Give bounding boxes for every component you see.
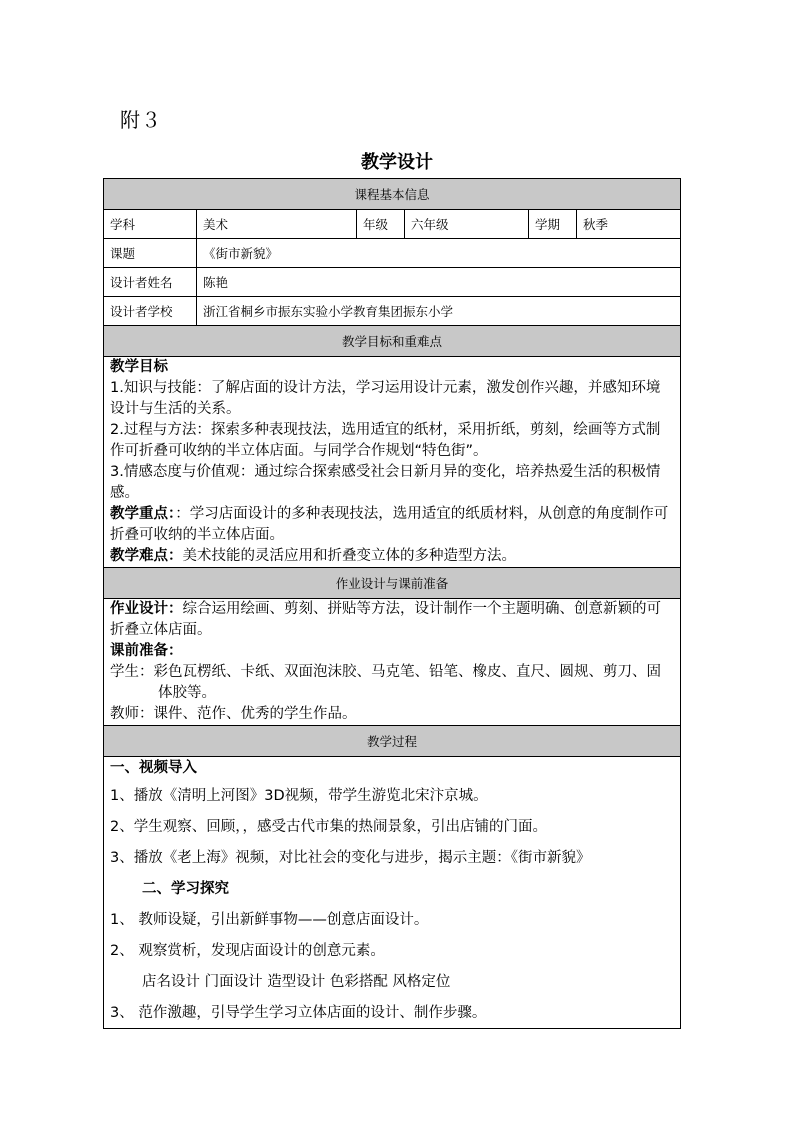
designer-value: 陈艳 [197,268,681,297]
process-item: 3、 范作激趣，引导学生学习立体店面的设计、制作步骤。 [110,1005,487,1021]
section-header-process [104,726,681,757]
process-item: 1、播放《清明上河图》3D视频，带学生游览北宋汴京城。 [110,788,488,804]
homework-design [110,599,674,641]
difficulties-label: 教学难点： [110,548,183,564]
subject-label: 学科 [104,210,197,239]
section-title: 课程基本信息 [104,179,681,210]
lesson-plan-table [103,178,681,1029]
goal-item: 2.过程与方法：探索多种表现技法，选用适宜的纸材，采用折纸，剪刻，绘画等方式制作可折叠可收纳的半立体店面。与同学合作规划“特色街”。 [110,422,661,459]
goals-heading: 教学目标 [110,359,168,375]
process-item: 1、 教师设疑，引出新鲜事物——创意店面设计。 [110,912,429,928]
process-item: 2、 观察赏析，发现店面设计的创意元素。 [110,943,385,959]
process-item: 2、学生观察、回顾，，感受古代市集的热闹景象，引出店铺的门面。 [110,819,547,835]
process-part2-title: 二、学习探究 [142,881,229,897]
subject-value: 美术 [197,210,357,239]
term-value: 秋季 [577,210,681,239]
section-header-homework [104,568,681,599]
prep-teacher: 教师：课件、范作、优秀的学生作品。 [110,706,357,722]
key-points [110,504,674,546]
design-elements: 店名设计 门面设计 造型设计 色彩搭配 风格定位 [142,974,451,990]
topic-label: 课题 [104,239,197,268]
topic-value: 《街市新貌》 [197,239,681,268]
process-block [104,757,681,1029]
info-row-designer [104,268,681,297]
key-points-text: ：学习店面设计的多种表现技法，选用适宜的纸质材料，从创意的角度制作可折叠可收纳的半立体店面。 [110,506,669,543]
section-title: 作业设计与课前准备 [104,568,681,599]
section-header-basic-info [104,179,681,210]
appendix-label: 附３ [120,108,162,132]
prep-label: 课前准备： [110,643,183,659]
goals-block [104,357,681,568]
goal-item: 1.知识与技能：了解店面的设计方法，学习运用设计元素，激发创作兴趣，并感知环境设计与生活的关系。 [110,380,661,417]
document-title: 教学设计 [361,152,433,173]
process-part1-title: 一、视频导入 [110,760,197,776]
term-label: 学期 [529,210,577,239]
difficulties-text: 美术技能的灵活应用和折叠变立体的多种造型方法。 [182,548,516,564]
designer-label: 设计者姓名 [104,268,197,297]
info-row-subject [104,210,681,239]
grade-label: 年级 [357,210,405,239]
process-item: 3、播放《老上海》视频，对比社会的变化与进步，揭示主题：《街市新貌》 [110,850,591,866]
prep-students: 学生：彩色瓦楞纸、卡纸、双面泡沫胶、马克笔、铅笔、橡皮、直尺、圆规、剪刀、固体胶等。 [110,664,661,701]
grade-value: 六年级 [405,210,529,239]
info-row-school [104,297,681,326]
difficulties [110,546,674,567]
section-title: 教学目标和重难点 [104,326,681,357]
homework-block [104,599,681,726]
goal-item: 3.情感态度与价值观：通过综合探索感受社会日新月异的变化，培养热爱生活的积极情感。 [110,464,661,501]
homework-design-text: 综合运用绘画、剪刻、拼贴等方法，设计制作一个主题明确、创意新颖的可折叠立体店面。 [110,601,661,638]
school-value: 浙江省桐乡市振东实验小学教育集团振东小学 [197,297,681,326]
section-title: 教学过程 [104,726,681,757]
homework-design-label: 作业设计： [110,601,183,617]
section-header-goals [104,326,681,357]
key-points-label: 教学重点： [110,506,176,522]
school-label: 设计者学校 [104,297,197,326]
info-row-topic [104,239,681,268]
